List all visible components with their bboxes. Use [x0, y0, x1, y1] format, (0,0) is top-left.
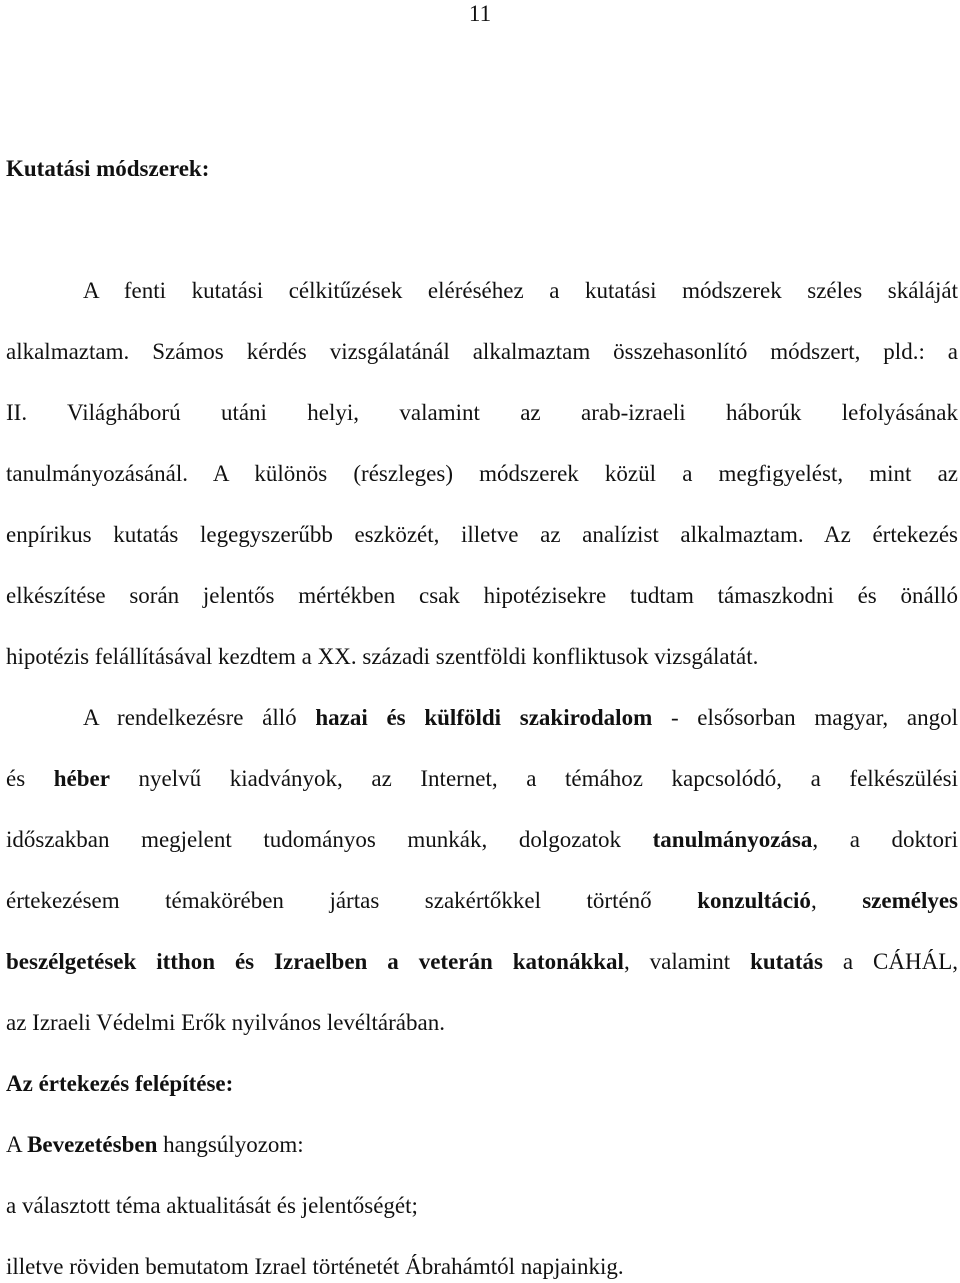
para2-line3	[6, 825, 958, 855]
para2-line2	[6, 764, 958, 794]
page-number: 11	[468, 1, 492, 26]
para2-line1-text-c: - elsősorban magyar, angol	[652, 705, 958, 730]
para2-line3-text-c: , a doktori	[812, 827, 958, 852]
para1-line2: alkalmaztam. Számos kérdés vizsgálatánál alkalmaztam összehasonlító módszert, pld.: a	[6, 339, 958, 364]
list-item-1: a választott téma aktualitását és jelentőségét;	[6, 1193, 418, 1218]
para2-line1-bold: hazai és külföldi szakirodalom	[315, 705, 653, 730]
para2-line1	[83, 703, 958, 733]
list-item-2: illetve röviden bemutatom Izrael történetét Ábrahámtól napjainkig.	[6, 1254, 624, 1279]
para2-line4	[6, 886, 958, 916]
para1-line6: elkészítése során jelentős mértékben csak hipotézisekre tudtam támaszkodni és önálló	[6, 583, 958, 608]
para1-line7: hipotézis felállításával kezdtem a XX. századi szentföldi konfliktusok vizsgálatát.	[6, 644, 759, 669]
para2-line4-text-a: értekezésem témakörében jártas szakértőkkel történő	[6, 888, 698, 913]
para2-line5	[6, 947, 958, 977]
para2-line2-bold: héber	[53, 766, 110, 791]
section-heading-methods: Kutatási módszerek:	[6, 156, 210, 181]
para1-line1: A fenti kutatási célkitűzések eléréséhez a kutatási módszerek széles skáláját	[83, 278, 958, 303]
para2-line4-text-c: ,	[810, 888, 863, 913]
intro-bold: Bevezetésben	[27, 1132, 158, 1157]
para2-line2-text-c: nyelvű kiadványok, az Internet, a témához kapcsolódó, a felkészülési	[109, 766, 958, 791]
intro-text-c: hangsúlyozom:	[157, 1132, 304, 1157]
para2-line4-bold: konzultáció	[697, 888, 811, 913]
para2-line5-text-d: a CÁHÁL,	[822, 949, 959, 974]
para2-line5-text-b: , valamint	[623, 949, 751, 974]
para2-line3-text-a: időszakban megjelent tudományos munkák, dolgozatok	[6, 827, 653, 852]
para1-line3: II. Világháború utáni helyi, valamint az arab-izraeli háborúk lefolyásának	[6, 400, 958, 425]
para2-line4-bold-2: személyes	[862, 888, 959, 913]
section-heading-structure: Az értekezés felépítése:	[6, 1071, 234, 1096]
intro-line	[6, 1130, 958, 1160]
para2-line3-bold: tanulmányozása	[652, 827, 813, 852]
para1-line4: tanulmányozásánál. A különös (részleges) módszerek közül a megfigyelést, mint az	[6, 461, 958, 486]
para2-line2-text-a: és	[6, 766, 54, 791]
para2-line1-text-a: A rendelkezésre álló	[83, 705, 316, 730]
para2-line6: az Izraeli Védelmi Erők nyilvános levéltárában.	[6, 1010, 445, 1035]
para2-line5-bold: beszélgetések itthon és Izraelben a veterán katonákkal	[6, 949, 624, 974]
para2-line5-bold-2: kutatás	[750, 949, 823, 974]
para1-line5: enpírikus kutatás legegyszerűbb eszközét, illetve az analízist alkalmaztam. Az értekezés	[6, 522, 958, 547]
intro-text-a: A	[6, 1132, 28, 1157]
